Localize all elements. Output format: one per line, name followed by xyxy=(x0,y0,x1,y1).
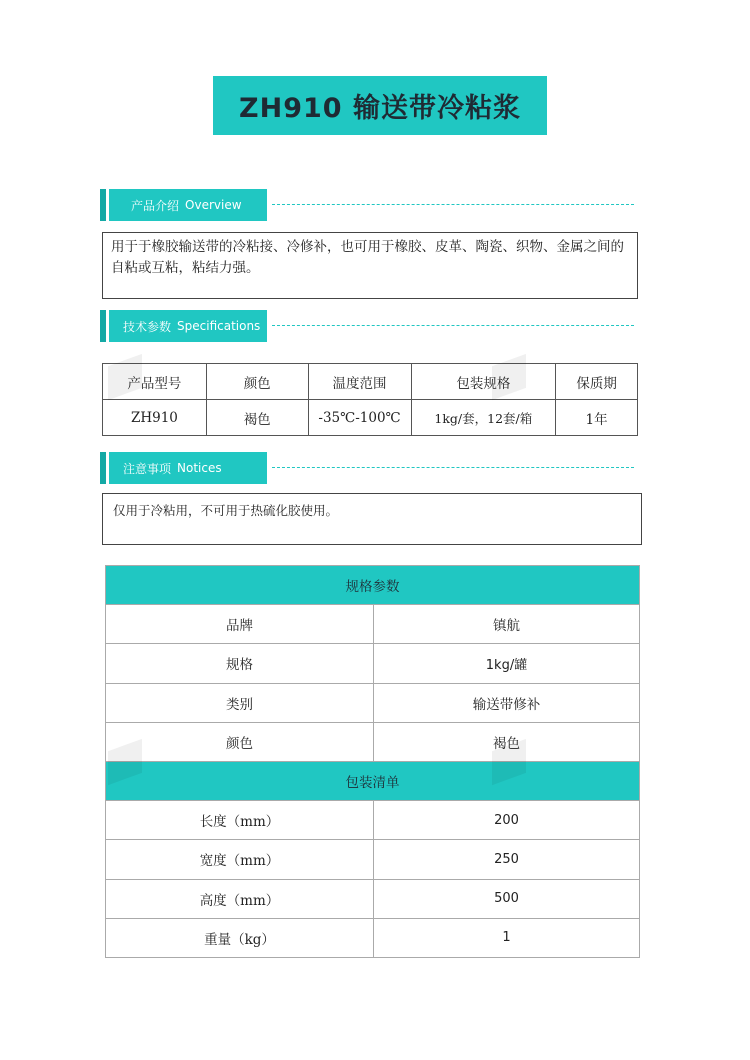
section-divider xyxy=(272,204,634,205)
specifications-label-cn: 技术参数 xyxy=(123,319,172,334)
notices-text: 仅用于冷粘用，不可用于热硫化胶使用。 xyxy=(113,503,339,518)
table-cell-value: 500 xyxy=(374,879,640,918)
table-cell: 褐色 xyxy=(206,400,308,436)
table-cell-value: 1kg/罐 xyxy=(374,644,640,683)
overview-label-en: Overview xyxy=(185,198,242,212)
table-cell-value: 250 xyxy=(374,840,640,879)
table-row xyxy=(106,840,640,879)
table-cell-key: 颜色 xyxy=(106,722,374,761)
table-cell-value: 输送带修补 xyxy=(374,683,640,722)
table-header-row xyxy=(103,364,638,400)
params-title: 规格参数 xyxy=(106,566,640,605)
table-section-header xyxy=(106,761,640,800)
overview-text-box xyxy=(102,232,638,299)
table-cell-key: 长度（mm） xyxy=(106,801,374,840)
table-row xyxy=(106,722,640,761)
table-row xyxy=(106,683,640,722)
specifications-tag xyxy=(109,310,267,342)
table-row xyxy=(103,400,638,436)
table-row xyxy=(106,605,640,644)
table-cell-value: 镇航 xyxy=(374,605,640,644)
table-cell-key: 品牌 xyxy=(106,605,374,644)
table-cell: 1年 xyxy=(556,400,638,436)
table-cell-value: 褐色 xyxy=(374,722,640,761)
table-cell: 1kg/套，12套/箱 xyxy=(411,400,556,436)
specifications-label-en: Specifications xyxy=(177,319,261,333)
table-cell-key: 类别 xyxy=(106,683,374,722)
specifications-header xyxy=(100,310,640,342)
section-divider xyxy=(272,467,634,468)
table-cell-key: 高度（mm） xyxy=(106,879,374,918)
overview-text: 用于于橡胶输送带的冷粘接、冷修补，也可用于橡胶、皮革、陶瓷、织物、金属之间的自粘或互粘，粘结力强。 xyxy=(111,239,624,276)
section-bar xyxy=(100,452,106,484)
table-header-cell: 保质期 xyxy=(556,364,638,400)
notices-label-cn: 注意事项 xyxy=(123,461,172,476)
table-row xyxy=(106,879,640,918)
table-cell-value: 1 xyxy=(374,918,640,957)
notices-text-box xyxy=(102,493,642,545)
table-cell-value: 200 xyxy=(374,801,640,840)
table-header-cell: 温度范围 xyxy=(308,364,411,400)
table-header-cell: 产品型号 xyxy=(103,364,207,400)
title-banner xyxy=(213,76,547,135)
params-table xyxy=(105,565,640,958)
table-cell-key: 宽度（mm） xyxy=(106,840,374,879)
section-divider xyxy=(272,325,634,326)
notices-tag xyxy=(109,452,267,484)
table-cell-key: 重量（kg） xyxy=(106,918,374,957)
overview-tag xyxy=(109,189,267,221)
page-title: ZH910 输送带冷粘浆 xyxy=(239,93,521,124)
section-bar xyxy=(100,310,106,342)
table-cell-key: 规格 xyxy=(106,644,374,683)
notices-header xyxy=(100,452,640,484)
overview-header xyxy=(100,189,640,221)
section-bar xyxy=(100,189,106,221)
table-header-cell: 颜色 xyxy=(206,364,308,400)
packing-title: 包装清单 xyxy=(106,761,640,800)
table-section-header xyxy=(106,566,640,605)
table-cell: ZH910 xyxy=(103,400,207,436)
specifications-table xyxy=(102,363,638,436)
table-header-cell: 包装规格 xyxy=(411,364,556,400)
table-row xyxy=(106,801,640,840)
table-cell: -35℃-100℃ xyxy=(308,400,411,436)
table-row xyxy=(106,918,640,957)
table-row xyxy=(106,644,640,683)
overview-label-cn: 产品介绍 xyxy=(131,198,180,213)
notices-label-en: Notices xyxy=(177,461,222,475)
